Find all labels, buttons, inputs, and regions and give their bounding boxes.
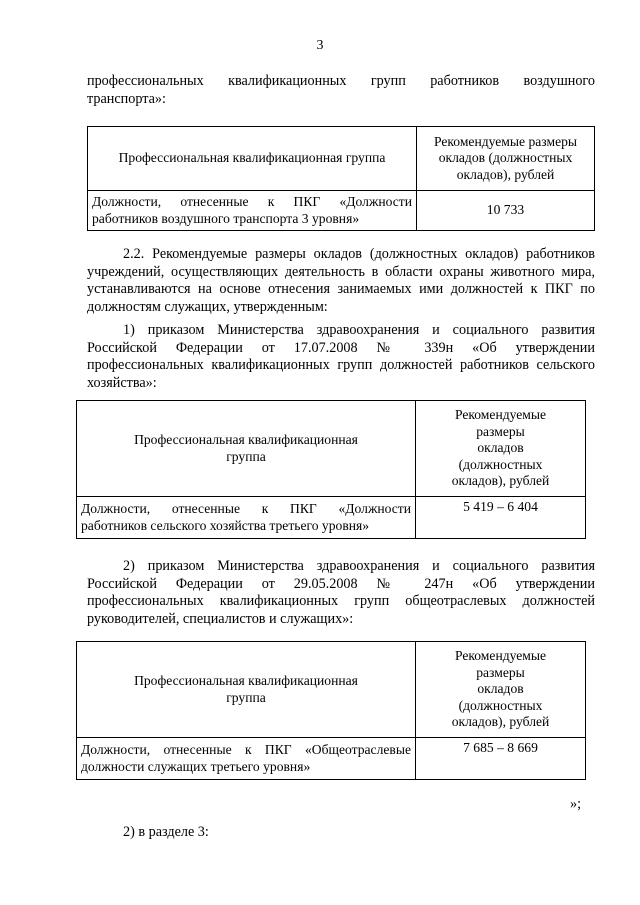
text-line: устанавливаются на основе отнесения занимаемых ими должностей к ПКГ по [87, 281, 595, 297]
header-line: Профессиональная квалификационная [134, 673, 358, 688]
text-line: хозяйства»: [87, 374, 157, 391]
header-line: Рекомендуемые размеры [433, 133, 578, 149]
header-line: группа [226, 448, 266, 464]
header-line: Рекомендуемые [454, 407, 547, 423]
header-line: (должностных [458, 456, 543, 472]
text-line: 2) приказом Министерства здравоохранения и социального развития [123, 558, 595, 574]
table-header-row [77, 642, 586, 738]
salary-table-general [76, 641, 586, 780]
text-line: 1) приказом Министерства здравоохранения и социального развития [123, 322, 595, 338]
text-line: руководителей, специалистов и служащих»: [87, 610, 354, 627]
header-cell-group: Профессиональная квалификационная группа [88, 127, 417, 191]
table-row [88, 191, 595, 231]
table-row [77, 738, 586, 780]
header-line: Профессиональная квалификационная [134, 432, 358, 447]
page-number: 3 [316, 38, 324, 53]
row-desc-cell [88, 191, 417, 231]
header-line: окладов), рублей [456, 166, 555, 182]
header-cell-group [77, 642, 416, 738]
desc-line: Должности, отнесенные к ПКГ «Должности [92, 194, 412, 209]
text-line: учреждений, осуществляющих деятельность в области охраны животного мира, [87, 263, 595, 280]
header-line: размеры [476, 664, 525, 680]
desc-line: Должности, отнесенные к ПКГ «Общеотраслевые [81, 742, 411, 757]
row-value-cell: 7 685 – 8 669 [416, 738, 586, 780]
header-line: группа [226, 689, 266, 705]
text-line: транспорта»: [87, 90, 166, 107]
text-line: должностям служащих, утвержденным: [87, 298, 328, 315]
table-header-row [88, 127, 595, 191]
text-line: Российской Федерации от 17.07.2008 № 339н «Об утверждении [87, 339, 595, 356]
row-value-cell: 5 419 – 6 404 [416, 497, 586, 539]
header-cell-salary [417, 127, 595, 191]
salary-table-air-transport [87, 126, 595, 231]
desc-line: должности служащих третьего уровня» [81, 758, 311, 774]
paragraph-2-2 [87, 246, 595, 316]
table-header-row [77, 401, 586, 497]
header-line: (должностных [458, 697, 543, 713]
salary-table-agriculture [76, 400, 586, 539]
header-cell-salary [416, 642, 586, 738]
header-cell-salary [416, 401, 586, 497]
item-2-section-3: 2) в разделе 3: [123, 824, 209, 840]
intro-paragraph [87, 73, 595, 108]
desc-line: Должности, отнесенные к ПКГ «Должности [81, 501, 411, 516]
text-line: профессиональных квалификационных групп должностей работников сельского [87, 357, 595, 373]
closing-quote-mark: »; [570, 796, 582, 812]
text-line: Российской Федерации от 29.05.2008 № 247н «Об утверждении [87, 575, 595, 592]
header-line: окладов [477, 440, 524, 456]
header-line: окладов), рублей [451, 473, 550, 489]
table-row [77, 497, 586, 539]
header-cell-group [77, 401, 416, 497]
desc-line: работников сельского хозяйства третьего уровня» [81, 517, 370, 533]
text-line: 2.2. Рекомендуемые размеры окладов (должностных окладов) работников [123, 246, 595, 262]
row-value-cell: 10 733 [417, 191, 595, 231]
row-desc-cell [77, 738, 416, 780]
header-line: окладов [477, 681, 524, 697]
text-line: профессиональных квалификационных групп работников воздушного [87, 73, 595, 89]
header-line: окладов (должностных [438, 150, 573, 166]
desc-line: работников воздушного транспорта 3 уровня» [92, 210, 360, 226]
header-line: Рекомендуемые [454, 648, 547, 664]
text-line: профессиональных квалификационных групп общеотраслевых должностей [87, 593, 595, 609]
header-line: окладов), рублей [451, 714, 550, 730]
item-1-paragraph [87, 322, 595, 392]
item-2-paragraph [87, 558, 595, 628]
row-desc-cell [77, 497, 416, 539]
header-line: размеры [476, 423, 525, 439]
